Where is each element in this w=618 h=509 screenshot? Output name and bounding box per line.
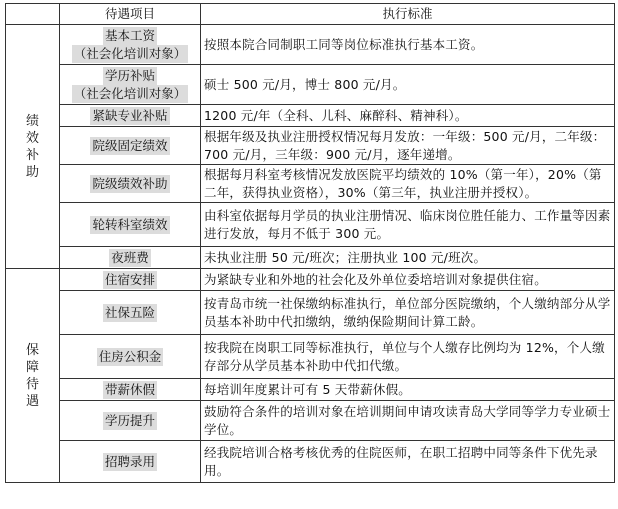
table-row xyxy=(6,247,615,269)
standard-cell: 经我院培训合格考核优秀的住院医师，在职工招聘中同等条件下优先录用。 xyxy=(201,441,615,483)
standard-cell: 根据每月科室考核情况发放医院平均绩效的 10%（第一年），20%（第二年，获得执业资格），30%（第三年，执业注册并授权）。 xyxy=(201,165,615,203)
item-label: 基本工资 xyxy=(104,27,155,43)
standard-cell: 未执业注册 50 元/班次；注册执业 100 元/班次。 xyxy=(201,247,615,269)
item-note: （社会化培训对象） xyxy=(73,85,187,101)
item-cell xyxy=(60,127,201,165)
item-cell xyxy=(60,65,201,105)
item-label: 住房公积金 xyxy=(98,348,162,364)
benefits-table-container xyxy=(5,3,615,483)
item-label: 院级绩效补助 xyxy=(92,175,168,191)
item-cell xyxy=(60,401,201,441)
item-label: 学历补贴 xyxy=(104,67,155,83)
header-item: 待遇项目 xyxy=(60,4,201,25)
table-row xyxy=(6,401,615,441)
item-label: 轮转科室绩效 xyxy=(92,216,168,232)
table-row xyxy=(6,269,615,291)
item-label: 院级固定绩效 xyxy=(92,137,168,153)
item-label: 学历提升 xyxy=(104,412,155,428)
table-row xyxy=(6,127,615,165)
category-cell xyxy=(6,25,60,269)
item-cell xyxy=(60,269,201,291)
category-label: 绩效补助 xyxy=(25,113,39,180)
item-cell xyxy=(60,165,201,203)
header-empty-cell xyxy=(6,4,60,25)
standard-cell: 由科室依据每月学员的执业注册情况、临床岗位胜任能力、工作量等因素进行发放，每月不低于 300 元。 xyxy=(201,203,615,247)
category-label: 保障待遇 xyxy=(25,342,39,409)
table-header-row xyxy=(6,4,615,25)
item-cell xyxy=(60,441,201,483)
item-cell xyxy=(60,379,201,401)
item-label: 带薪休假 xyxy=(104,381,155,397)
table-row xyxy=(6,25,615,65)
standard-cell: 硕士 500 元/月，博士 800 元/月。 xyxy=(201,65,615,105)
item-label: 夜班费 xyxy=(111,249,149,265)
table-row xyxy=(6,291,615,335)
header-standard: 执行标准 xyxy=(201,4,615,25)
category-cell xyxy=(6,269,60,483)
item-label: 社保五险 xyxy=(104,304,155,320)
table-row xyxy=(6,335,615,379)
standard-cell: 按照本院合同制职工同等岗位标准执行基本工资。 xyxy=(201,25,615,65)
item-label: 招聘录用 xyxy=(104,453,155,469)
standard-cell: 鼓励符合条件的培训对象在培训期间申请攻读青岛大学同等学力专业硕士学位。 xyxy=(201,401,615,441)
table-row xyxy=(6,203,615,247)
item-note: （社会化培训对象） xyxy=(73,45,187,61)
standard-cell: 根据年级及执业注册授权情况每月发放：一年级：500 元/月，二年级：700 元/月，三年级：900 元/月，逐年递增。 xyxy=(201,127,615,165)
table-row xyxy=(6,379,615,401)
table-row xyxy=(6,105,615,127)
item-cell xyxy=(60,25,201,65)
standard-cell: 为紧缺专业和外地的社会化及外单位委培培训对象提供住宿。 xyxy=(201,269,615,291)
table-row xyxy=(6,165,615,203)
standard-cell: 1200 元/年（全科、儿科、麻醉科、精神科）。 xyxy=(201,105,615,127)
item-cell xyxy=(60,291,201,335)
benefits-table xyxy=(5,3,615,483)
standard-cell: 每培训年度累计可有 5 天带薪休假。 xyxy=(201,379,615,401)
standard-cell: 按青岛市统一社保缴纳标准执行，单位部分医院缴纳，个人缴纳部分从学员基本补助中代扣缴纳，缴纳保险期间计算工龄。 xyxy=(201,291,615,335)
table-row xyxy=(6,65,615,105)
standard-cell: 按我院在岗职工同等标准执行，单位与个人缴存比例均为 12%，个人缴存部分从学员基本补助中代扣代缴。 xyxy=(201,335,615,379)
item-cell xyxy=(60,203,201,247)
item-label: 住宿安排 xyxy=(104,271,155,287)
item-cell xyxy=(60,247,201,269)
table-row xyxy=(6,441,615,483)
item-cell xyxy=(60,105,201,127)
item-cell xyxy=(60,335,201,379)
item-label: 紧缺专业补贴 xyxy=(92,107,168,123)
